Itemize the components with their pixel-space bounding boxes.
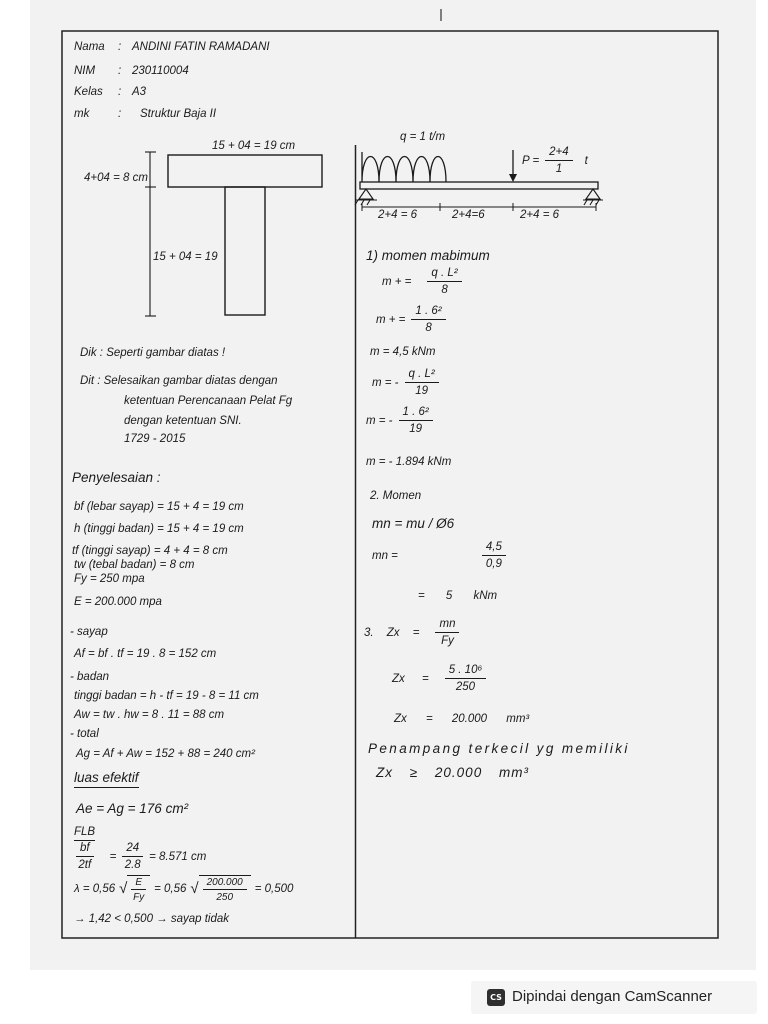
equals-sign: = bbox=[109, 851, 117, 863]
luas-efektif-line: Ae = Ag = 176 cm² bbox=[76, 801, 189, 816]
square-root: √ $\frac{200.000}{250}$ bbox=[190, 875, 250, 903]
flb-ratio-line bbox=[70, 842, 206, 872]
pin-support bbox=[355, 189, 377, 205]
property-line: Fy = 250 mpa bbox=[74, 573, 145, 585]
distributed-load-wave bbox=[362, 152, 446, 182]
web-height-label: 15 + 04 = 19 bbox=[153, 251, 218, 263]
fraction-numerator: 24 bbox=[122, 842, 143, 857]
given-dit-line: dengan ketentuan SNI. bbox=[124, 415, 242, 427]
zx-formula bbox=[364, 618, 465, 648]
fraction-numerator: 4,5 bbox=[482, 541, 506, 556]
flange-width-label: 15 + 04 = 19 cm bbox=[212, 140, 296, 152]
fraction-denominator: 250 bbox=[216, 892, 234, 903]
mn-substitution bbox=[372, 541, 512, 571]
fraction-numerator: mn bbox=[435, 618, 459, 633]
fraction-denominator: 250 bbox=[455, 681, 476, 693]
m-neg-formula bbox=[372, 368, 445, 398]
formula-prefix: mn = bbox=[372, 550, 398, 562]
m-neg-substitution bbox=[366, 406, 439, 436]
span-label: 2+4 = 6 bbox=[520, 209, 560, 221]
formula-prefix: m = - bbox=[366, 415, 393, 427]
property-line: E = 200.000 mpa bbox=[74, 596, 162, 608]
flange-thickness-label: 4+04 = 8 cm bbox=[84, 172, 148, 184]
point-load-unit: t bbox=[584, 155, 588, 167]
point-load-arrow bbox=[509, 150, 517, 182]
header-label: Nama bbox=[74, 41, 105, 53]
given-dit-line: Dit : Selesaikan gambar diatas dengan bbox=[80, 375, 278, 387]
fraction-numerator: 200.000 bbox=[203, 877, 247, 890]
lambda-middle: = 0,56 bbox=[154, 883, 187, 895]
fraction-denominator: 8 bbox=[425, 322, 432, 334]
point-load-fraction bbox=[545, 146, 573, 176]
formula-prefix: m + = bbox=[382, 276, 412, 288]
sayap-heading: - sayap bbox=[70, 626, 108, 638]
fraction-denominator: 8 bbox=[441, 284, 448, 296]
fraction bbox=[405, 368, 439, 398]
mn-formula: mn = mu / Ø6 bbox=[372, 516, 455, 531]
flange-rect bbox=[168, 155, 322, 187]
zx-result: Zx = 20.000 mm³ bbox=[394, 713, 530, 725]
fraction-numerator: q . L² bbox=[405, 368, 439, 383]
header-row-mk bbox=[74, 107, 216, 121]
lambda-prefix: λ = 0,56 bbox=[74, 883, 116, 895]
lambda-result: = 0,500 bbox=[254, 883, 294, 895]
fraction-denominator: 1 bbox=[555, 163, 563, 175]
property-line: h (tinggi badan) = 15 + 4 = 19 cm bbox=[74, 523, 244, 535]
solution-title: Penyelesaian : bbox=[72, 470, 161, 485]
flb-ratio-result: = 8.571 cm bbox=[149, 851, 207, 863]
camscanner-logo-icon: CS bbox=[487, 989, 505, 1006]
formula-prefix: Zx = bbox=[392, 673, 429, 685]
nominal-moment-heading: 2. Momen bbox=[370, 490, 422, 502]
lambda-line bbox=[74, 875, 293, 903]
formula-prefix: 3. Zx = bbox=[364, 627, 420, 639]
m-pos-result: m = 4,5 kNm bbox=[370, 346, 436, 358]
property-line: bf (lebar sayap) = 15 + 4 = 19 cm bbox=[74, 501, 244, 513]
m-pos-formula bbox=[382, 267, 468, 297]
fraction-numerator: 5 . 10⁶ bbox=[445, 664, 487, 679]
badan-heading: - badan bbox=[70, 671, 110, 683]
fraction-denominator: 2.8 bbox=[124, 859, 141, 871]
fraction bbox=[445, 664, 487, 694]
fraction-numerator: 1 . 6² bbox=[411, 305, 445, 320]
moment-heading: 1) momen mabimum bbox=[366, 248, 490, 263]
distributed-load-label: q = 1 t/m bbox=[400, 131, 446, 143]
span-label: 2+4 = 6 bbox=[378, 209, 418, 221]
property-line: tf (tinggi sayap) = 4 + 4 = 8 cm bbox=[72, 545, 228, 557]
fraction bbox=[427, 267, 461, 297]
formula-prefix: m = - bbox=[372, 377, 399, 389]
fraction bbox=[435, 618, 459, 648]
given-dik: Dik : Seperti gambar diatas ! bbox=[80, 347, 226, 359]
camscanner-watermark bbox=[471, 981, 757, 1014]
fraction bbox=[411, 305, 445, 335]
mn-result: = 5 kNm bbox=[418, 590, 498, 602]
fraction-denominator: Fy bbox=[133, 892, 145, 903]
fraction-denominator: 19 bbox=[409, 423, 423, 435]
header-value: A3 bbox=[132, 86, 147, 98]
section-conclusion-line: Zx ≥ 20.000 mm³ bbox=[376, 765, 529, 780]
fraction bbox=[131, 877, 146, 903]
luas-efektif-heading: luas efektif bbox=[74, 770, 139, 788]
header-separator: : bbox=[118, 108, 122, 120]
total-line: Ag = Af + Aw = 152 + 88 = 240 cm² bbox=[76, 748, 255, 760]
header-label: mk bbox=[74, 108, 90, 120]
fraction bbox=[482, 541, 506, 571]
point-load-prefix: P = bbox=[522, 155, 540, 167]
fraction-numerator: 2+4 bbox=[545, 146, 573, 161]
total-heading: - total bbox=[70, 728, 99, 740]
fraction-denominator: 0,9 bbox=[485, 558, 502, 570]
formula-prefix: m + = bbox=[376, 314, 406, 326]
header-value: Struktur Baja II bbox=[140, 108, 217, 120]
header-row-kelas bbox=[74, 85, 146, 99]
header-separator: : bbox=[118, 86, 122, 98]
flb-heading: FLB bbox=[74, 825, 95, 841]
beam bbox=[360, 182, 598, 189]
fraction-numerator: q . L² bbox=[427, 267, 461, 282]
fraction-numerator: bf bbox=[76, 842, 94, 857]
badan-line: tinggi badan = h - tf = 19 - 8 = 11 cm bbox=[74, 690, 259, 702]
fraction-denominator: 19 bbox=[415, 385, 429, 397]
given-dit-line: 1729 - 2015 bbox=[124, 433, 186, 445]
m-pos-substitution bbox=[376, 305, 452, 335]
zx-substitution bbox=[392, 664, 492, 694]
fraction-denominator: 2tf bbox=[78, 859, 92, 871]
roller-support bbox=[583, 189, 603, 205]
m-neg-result: m = - 1.894 kNm bbox=[366, 456, 452, 468]
span-label: 2+4=6 bbox=[452, 209, 485, 221]
fraction-denominator: Fy bbox=[441, 635, 454, 647]
fraction bbox=[76, 842, 94, 872]
header-row-nim bbox=[74, 64, 189, 78]
fraction-numerator: 1 . 6² bbox=[399, 406, 433, 421]
fraction bbox=[203, 877, 247, 903]
header-row-nama bbox=[74, 40, 270, 54]
header-separator: : bbox=[118, 65, 122, 77]
header-value: ANDINI FATIN RAMADANI bbox=[132, 41, 270, 53]
fraction bbox=[122, 842, 143, 872]
header-label: NIM bbox=[74, 65, 96, 77]
watermark-text: Dipindai dengan CamScanner bbox=[512, 988, 713, 1005]
property-line: tw (tebal badan) = 8 cm bbox=[74, 559, 195, 571]
header-label: Kelas bbox=[74, 86, 103, 98]
header-value: 230110004 bbox=[132, 65, 189, 77]
flb-conclusion: → 1,42 < 0,500 → sayap tidak bbox=[74, 913, 230, 925]
point-load-label bbox=[522, 146, 588, 176]
web-rect bbox=[225, 187, 265, 315]
fraction bbox=[399, 406, 433, 436]
given-dit-line: ketentuan Perencanaan Pelat Fg bbox=[124, 395, 293, 407]
square-root: √ $\frac{E}{Fy}$ bbox=[119, 875, 150, 903]
badan-line: Aw = tw . hw = 8 . 11 = 88 cm bbox=[74, 709, 225, 721]
header-separator: : bbox=[118, 41, 122, 53]
sayap-line: Af = bf . tf = 19 . 8 = 152 cm bbox=[74, 648, 217, 660]
fraction-numerator: E bbox=[131, 877, 146, 890]
section-conclusion-line: Penampang terkecil yg memiliki bbox=[368, 741, 630, 756]
